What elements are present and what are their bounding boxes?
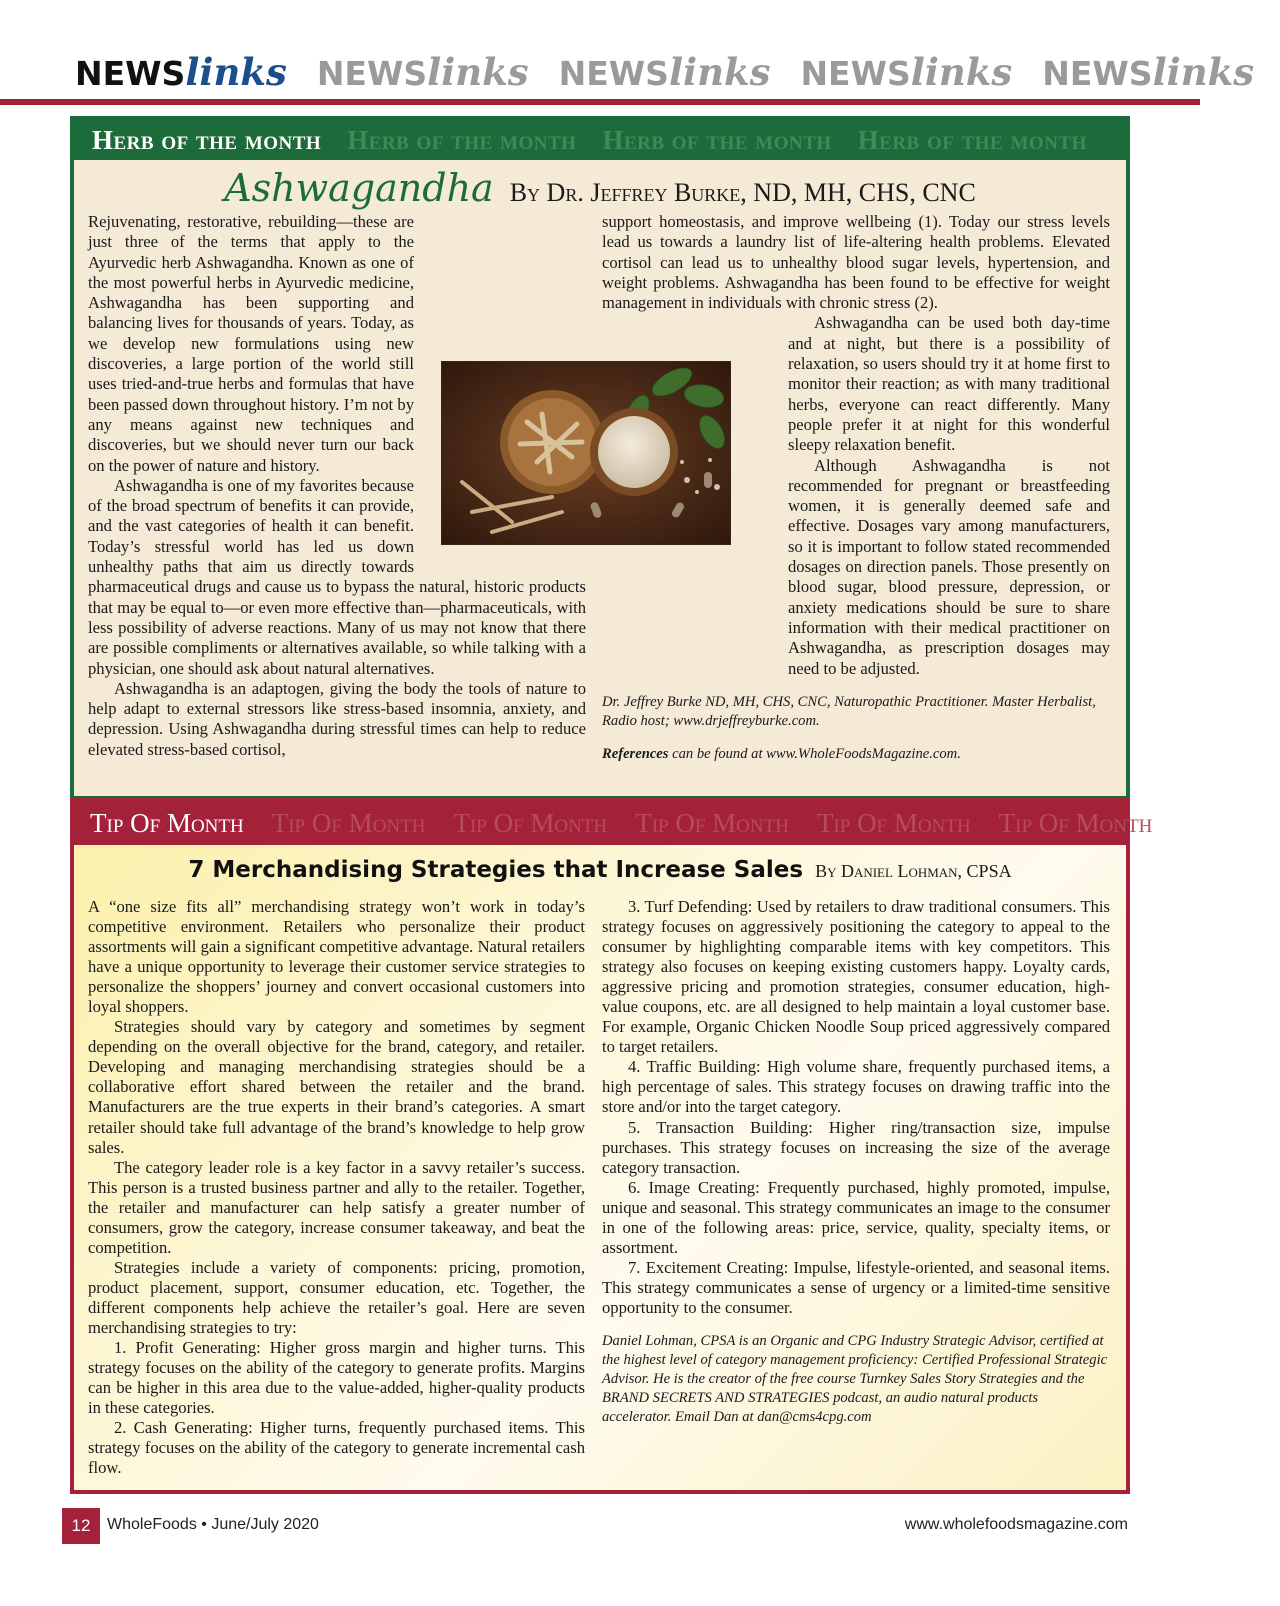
header-divider [0, 99, 1200, 105]
paragraph: Rejuvenating, restorative, rebuilding—these are just three of the terms that apply to the Ayurvedic herb Ashwagandha. Known as one of the most powerful herbs in Ayurvedic medicine, Ashwagandha has been supporting and balancing lives for thousands of years. Today, as we develop new formulations using new discoveries, a large portion of the world still uses tried-and-true herbs and formulas that have been passed down throughout history. I’m not by any means against new techniques and discoveries, but we should never turn our back on the power of nature and history. [88, 212, 414, 475]
herb-references: References can be found at www.WholeFoodsMagazine.com. [602, 745, 961, 762]
herb-banner [74, 120, 1126, 160]
paragraph: 2. Cash Generating: Higher turns, frequently purchased items. This strategy focuses on the ability of the category to generate incremental cash flow. [88, 1418, 585, 1478]
tip-banner-ghost: Tip Of Month [998, 808, 1153, 838]
ashwagandha-photo [441, 361, 731, 545]
magazine-url[interactable]: www.wholefoodsmagazine.com [904, 1516, 1128, 1533]
tip-article-byline: By Daniel Lohman, CPSA [815, 861, 1012, 881]
tip-of-month-section [70, 797, 1153, 1494]
tip-banner-ghost: Tip Of Month [816, 808, 971, 838]
paragraph: 4. Traffic Building: High volume share, frequently purchased items, a high percentage of sales. This strategy focuses on drawing traffic into the store and/or into the target category. [602, 1057, 1110, 1117]
tip-banner [74, 801, 1153, 845]
paragraph: Ashwagandha can be used both day-time and at night, but there is a possibility of relaxation, so users should try it at home first to monitor their reaction; as with many traditional herbs, everyone can react differently. Many people prefer it at night for this wonderful sleepy relaxation benefit. [788, 313, 1110, 455]
paragraph: 6. Image Creating: Frequently purchased, highly promoted, impulse, unique and seasonal. This strategy communicates an image to the consumer in one of the following areas: price, service, quality, specialty items, or assortment. [602, 1177, 1110, 1257]
paragraph: The category leader role is a key factor in a savvy retailer’s success. This person is a trusted business partner and ally to the retailer. Together, the retailer and manufacturer can help satisfy a greater number of consumers, grow the category, increase consumer takeaway, and beat the competition. [88, 1157, 585, 1257]
newslinks-logo-ghost: NEWSlinks [800, 50, 1013, 94]
tip-banner-ghost: Tip Of Month [635, 808, 789, 838]
paragraph: 7. Excitement Creating: Impulse, lifestyle-oriented, and seasonal items. This strategy communicates a sense of urgency or a limited-time sensitive opportunity to the consumer. [602, 1257, 1110, 1317]
herb-article-title: Ashwagandha [224, 166, 494, 210]
herb-banner-ghost: Herb of the month [857, 125, 1087, 155]
paragraph: support homeostasis, and improve wellbeing (1). Today our stress levels lead us towards a laundry list of life-altering health problems. Elevated cortisol can lead us to unhealthy blood sugar levels, hypertension, and weight problems. Ashwagandha has been found to be effective for weight management in individuals with chronic stress (2). [602, 212, 1110, 313]
magazine-issue: WholeFoods • June/July 2020 [107, 1516, 319, 1533]
paragraph: 5. Transaction Building: Higher ring/transaction size, impulse purchases. This strategy focuses on increasing the size of the average category transaction. [602, 1117, 1110, 1177]
tip-article-heading [74, 857, 1126, 883]
tip-column-right [602, 897, 1110, 1427]
paragraph: Ashwagandha is one of my favorites because of the broad spectrum of benefits it can provide, and the vast categories of health it can benefit. Today’s stressful world has led us down unhealthy paths that aim us directly towards pharmaceutical drugs and cause us to bypass the natural, historic products that may be equal to—or even more effective than—pharmaceuticals, with less possibility of adverse reactions. Many of us may not know that there are possible compliments or alternatives available, so while talking with a physician, one should ask about natural alternatives. [88, 475, 586, 678]
newslinks-logo: NEWSlinks [75, 50, 287, 94]
tip-banner-ghost: Tip Of Month [453, 808, 608, 838]
newslinks-header [75, 50, 1255, 96]
herb-banner-ghost: Herb of the month [602, 125, 832, 155]
newslinks-logo-ghost: NEWSlinks [1042, 50, 1255, 94]
tip-author-bio: Daniel Lohman, CPSA is an Organic and CPG Industry Strategic Advisor, certified at the highest level of category management proficiency: Certified Professional Strategic Advisor. He is the creator of the free course Turnkey Sales Story Strategies and the BRAND SECRETS AND STRATEGIES podcast, an audio natural products accelerator. Email Dan at dan@cms4cpg.com [602, 1332, 1108, 1425]
newslinks-logo-ghost: NEWSlinks [316, 50, 529, 94]
paragraph: A “one size fits all” merchandising strategy won’t work in today’s competitive environment. Retailers who personalize their product assortments will gain a significant competitive advantage. Natural retailers have a unique opportunity to leverage their customer service strategies to personalize the shoppers’ journey and convert occasional customers into loyal shoppers. [88, 897, 585, 1017]
herb-author-bio: Dr. Jeffrey Burke ND, MH, CHS, CNC, Naturopathic Practitioner. Master Herbalist, Radio host; www.drjeffreyburke.com. [602, 693, 1096, 729]
tip-column-left [88, 897, 585, 1478]
paragraph: 1. Profit Generating: Higher gross margin and higher turns. This strategy focuses on the ability of the category to generate profits. Margins can be higher in this area due to the value-added, higher-quality products in these categories. [88, 1338, 585, 1418]
herb-banner-label: Herb of the month [92, 125, 322, 155]
page-number: 12 [62, 1508, 100, 1544]
tip-banner-label: Tip Of Month [90, 808, 244, 838]
herb-article-heading [74, 166, 1126, 210]
herb-banner-ghost: Herb of the month [347, 125, 577, 155]
newslinks-logo-ghost: NEWSlinks [558, 50, 771, 94]
tip-article-title: 7 Merchandising Strategies that Increase Sales [188, 857, 804, 883]
paragraph: Strategies should vary by category and sometimes by segment depending on the overall objective for the brand, category, and retailer. Developing and managing merchandising strategies should be a collaborative effort shared between the retailer and the brand. Manufacturers are the true experts in their brand’s categories. A smart retailer should take full advantage of the brand’s knowledge to help grow sales. [88, 1017, 585, 1157]
herb-article-byline: By Dr. Jeffrey Burke, ND, MH, CHS, CNC [509, 178, 976, 207]
paragraph: Ashwagandha is an adaptogen, giving the body the tools of nature to help adapt to external stressors like stress-based insomnia, anxiety, and depression. Using Ashwagandha during stressful times can help to reduce elevated stress-based cortisol, [88, 678, 586, 759]
paragraph: Although Ashwagandha is not recommended for pregnant or breastfeeding women, it is generally deemed safe and effective. Dosages vary among manufacturers, so it is important to follow stated recommended dosages on direction panels. Those presently on blood sugar, blood pressure, depression, or anxiety medications should be sure to share information with their medical practitioner on Ashwagandha, as prescription dosages may need to be adjusted. [788, 455, 1110, 678]
paragraph: Strategies include a variety of components: pricing, promotion, product placement, support, consumer education, etc. Together, the different components help achieve the retailer’s goal. Here are seven merchandising strategies to try: [88, 1257, 585, 1337]
paragraph: 3. Turf Defending: Used by retailers to draw traditional consumers. This strategy focuses on aggressively positioning the category to appeal to the consumer by highlighting comparable items with key competitors. This strategy also focuses on keeping existing customers happy. Loyalty cards, aggressive pricing and promotion strategies, consumer education, high-value coupons, etc. are all designed to help maintain a loyal customer base. For example, Organic Chicken Noodle Soup priced aggressively compared to target retailers. [602, 897, 1110, 1057]
tip-banner-ghost: Tip Of Month [271, 808, 426, 838]
herb-of-the-month-section [70, 116, 1130, 800]
